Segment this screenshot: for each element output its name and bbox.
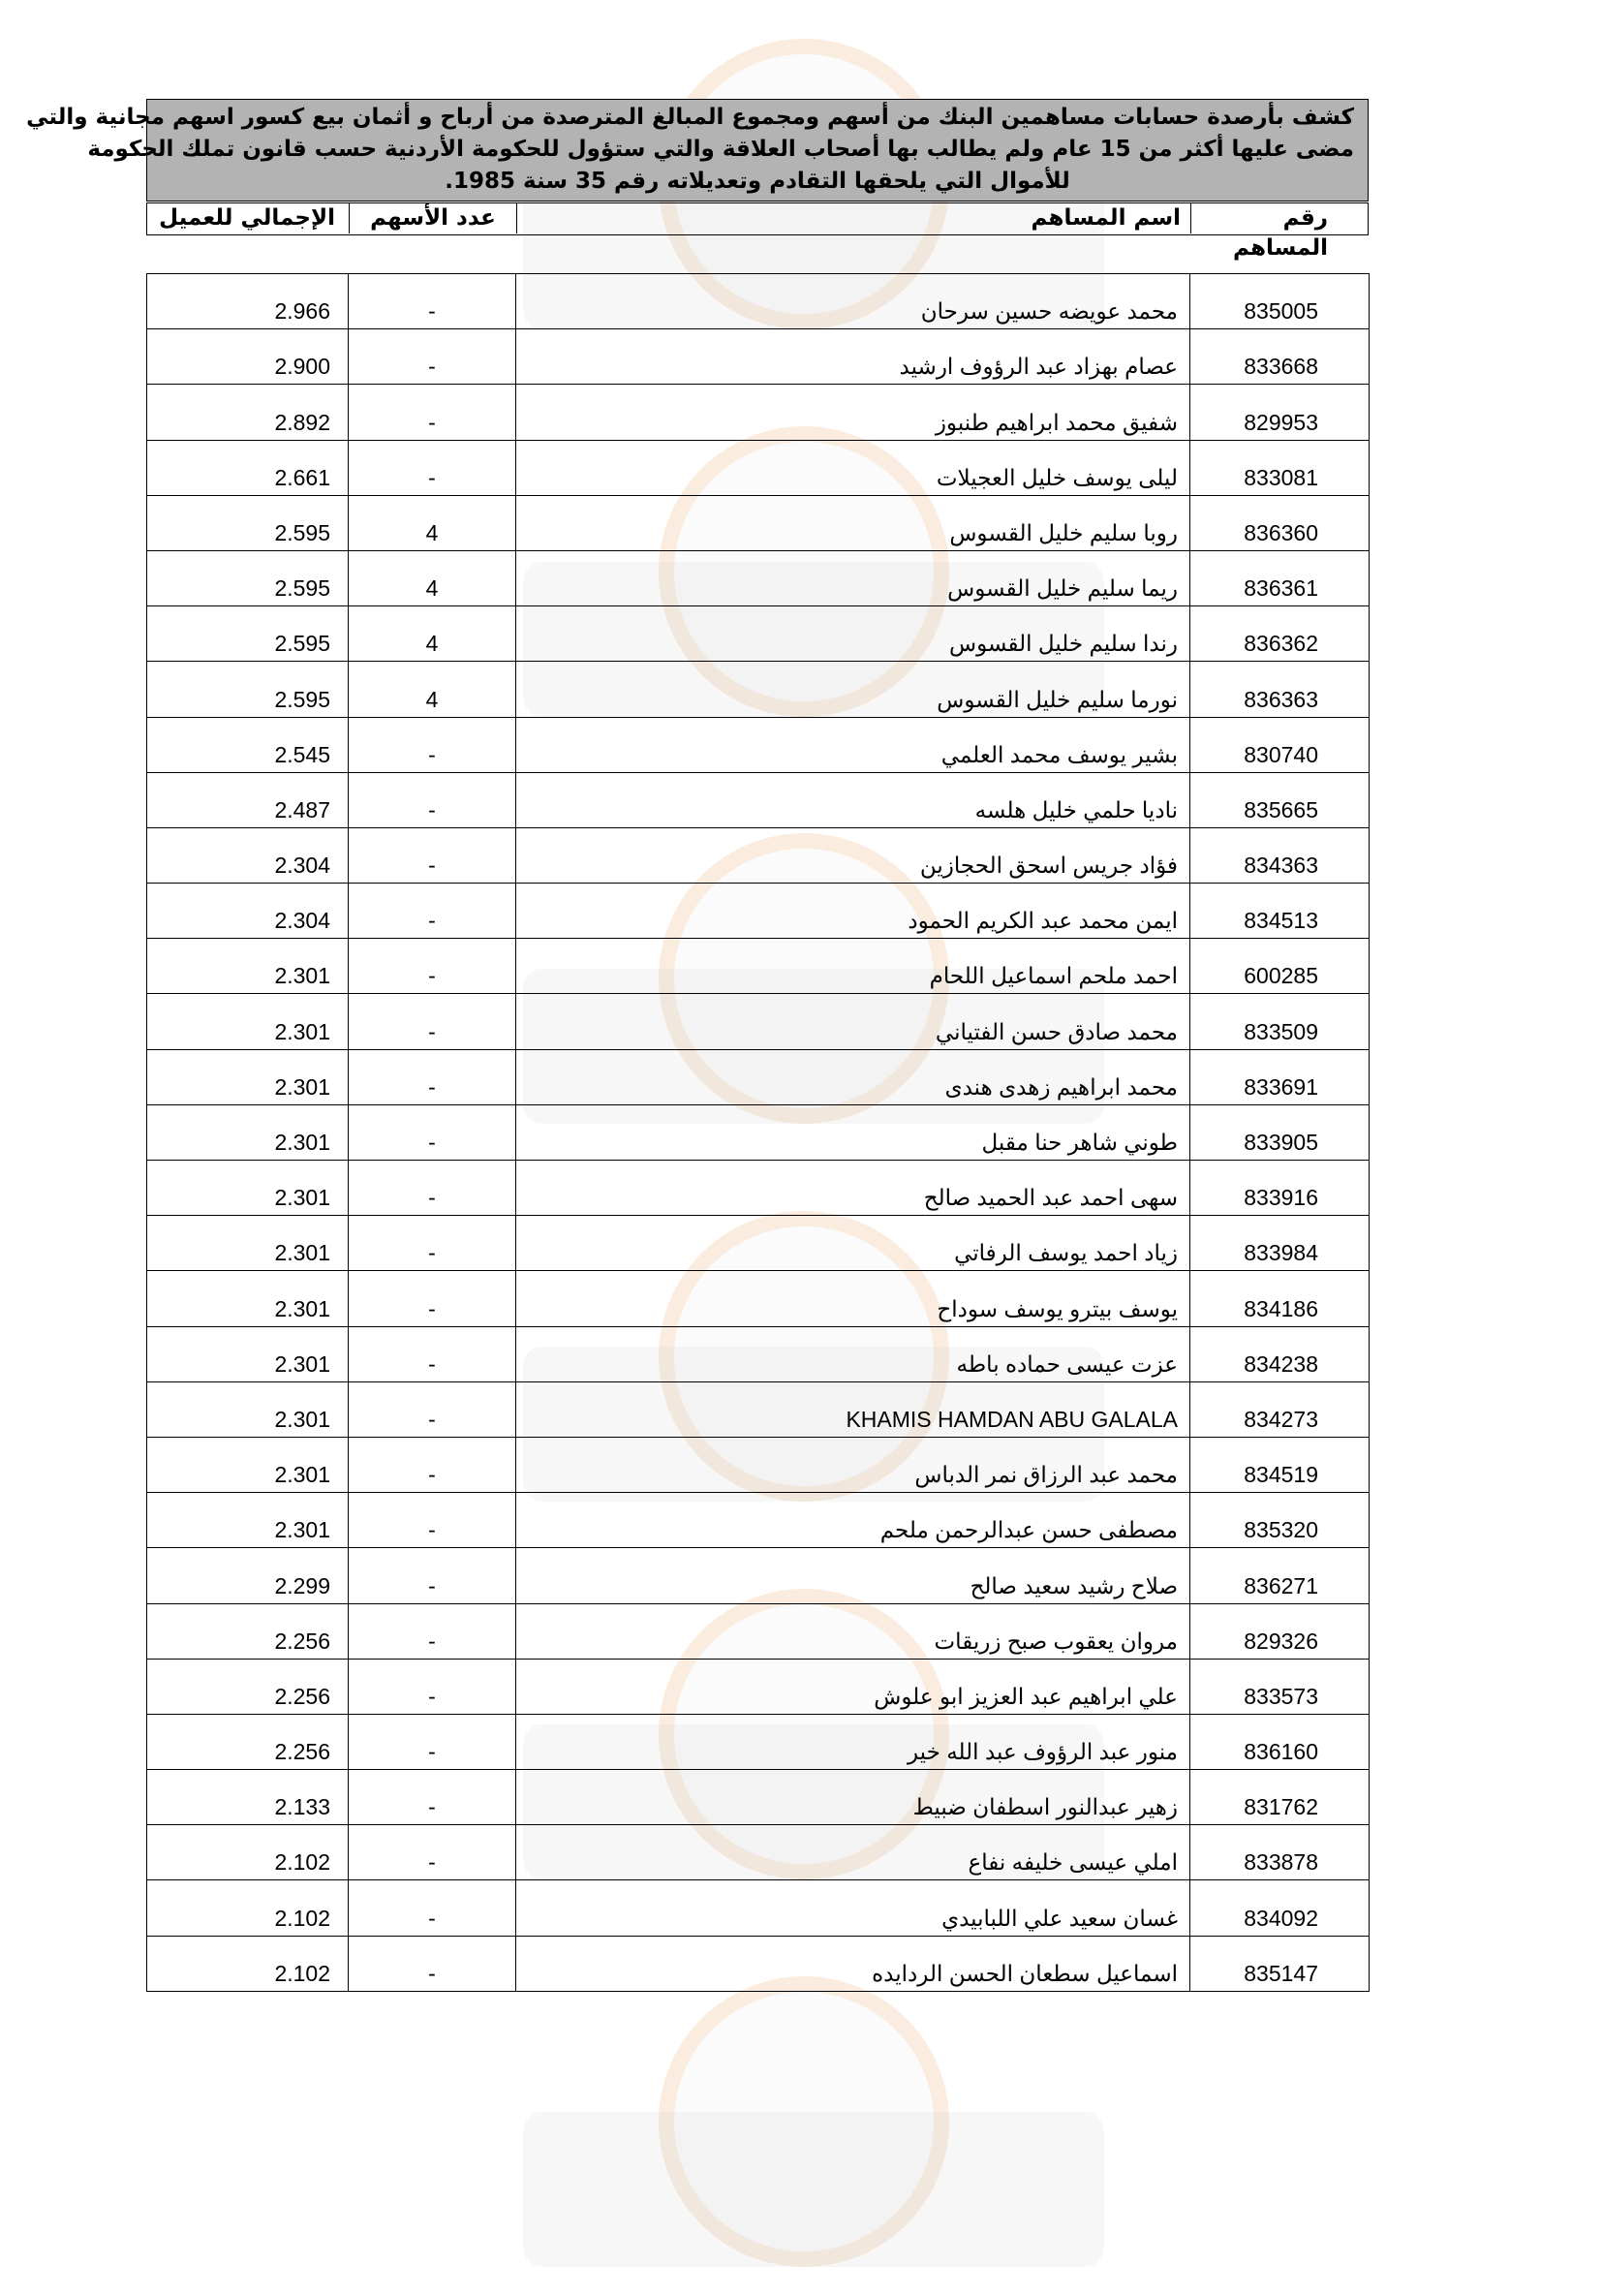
table-row	[147, 1104, 1370, 1160]
table-row	[147, 1714, 1370, 1769]
shareholder-id-cell: 833668	[1190, 329, 1370, 385]
shareholder-name-cell: منور عبد الرؤوف عبد الله خير	[516, 1714, 1190, 1769]
client-total-cell: 2.256	[147, 1714, 349, 1769]
share-count-cell: -	[349, 717, 516, 772]
share-count-cell: -	[349, 1825, 516, 1880]
client-total-cell: 2.299	[147, 1548, 349, 1603]
share-count-cell: 4	[349, 662, 516, 717]
table-row	[147, 1770, 1370, 1825]
shareholder-name-cell: عصام بهزاد عبد الرؤوف ارشيد	[516, 329, 1190, 385]
shareholder-id-cell: 834186	[1190, 1271, 1370, 1326]
shareholder-name-cell: زهير عبدالنور اسطفان ضبيط	[516, 1770, 1190, 1825]
table-row	[147, 440, 1370, 495]
client-total-cell: 2.966	[147, 274, 349, 329]
shareholder-name-cell: علي ابراهيم عبد العزيز ابو علوش	[516, 1659, 1190, 1714]
shareholder-name-cell: محمد صادق حسن الفتياني	[516, 994, 1190, 1049]
shareholder-name-cell: رندا سليم خليل القسوس	[516, 606, 1190, 662]
client-total-cell: 2.133	[147, 1770, 349, 1825]
share-count-cell: -	[349, 1161, 516, 1216]
share-count-cell: -	[349, 1049, 516, 1104]
client-total-cell: 2.545	[147, 717, 349, 772]
share-count-cell: 4	[349, 550, 516, 605]
table-row	[147, 1161, 1370, 1216]
table-row	[147, 994, 1370, 1049]
share-count-cell: -	[349, 1714, 516, 1769]
shareholder-id-cell: 836271	[1190, 1548, 1370, 1603]
title-line-3: للأموال التي يلحقها التقادم وتعديلاته رقم 35 سنة 1985.	[445, 169, 1070, 194]
table-row	[147, 1493, 1370, 1548]
shareholder-name-cell: بشير يوسف محمد العلمي	[516, 717, 1190, 772]
shareholder-id-cell: 836363	[1190, 662, 1370, 717]
client-total-cell: 2.102	[147, 1936, 349, 1991]
shareholder-name-cell: غسان سعيد علي اللبابيدي	[516, 1880, 1190, 1936]
client-total-cell: 2.102	[147, 1825, 349, 1880]
shareholder-id-cell: 833984	[1190, 1216, 1370, 1271]
shareholder-id-cell: 836361	[1190, 550, 1370, 605]
table-row	[147, 827, 1370, 883]
client-total-cell: 2.595	[147, 662, 349, 717]
share-count-cell: -	[349, 1216, 516, 1271]
share-count-cell: -	[349, 1493, 516, 1548]
client-total-cell: 2.304	[147, 884, 349, 939]
client-total-cell: 2.595	[147, 606, 349, 662]
client-total-cell: 2.301	[147, 1216, 349, 1271]
client-total-cell: 2.301	[147, 1493, 349, 1548]
client-total-cell: 2.301	[147, 994, 349, 1049]
shareholder-name-cell: فؤاد جريس اسحق الحجازين	[516, 827, 1190, 883]
shareholder-name-cell: ليلى يوسف خليل العجيلات	[516, 440, 1190, 495]
shareholder-id-cell: 833509	[1190, 994, 1370, 1049]
client-total-cell: 2.301	[147, 1381, 349, 1437]
table-row	[147, 329, 1370, 385]
shareholder-id-cell: 833916	[1190, 1161, 1370, 1216]
table-row	[147, 662, 1370, 717]
table-row	[147, 550, 1370, 605]
client-total-cell: 2.301	[147, 1104, 349, 1160]
header-shareholder-name: اسم المساهم	[516, 203, 1190, 233]
client-total-cell: 2.301	[147, 1161, 349, 1216]
share-count-cell: -	[349, 772, 516, 827]
table-row	[147, 1381, 1370, 1437]
shareholder-id-cell: 835320	[1190, 1493, 1370, 1548]
shareholder-id-cell: 836160	[1190, 1714, 1370, 1769]
client-total-cell: 2.301	[147, 1049, 349, 1104]
share-count-cell: 4	[349, 495, 516, 550]
shareholder-name-cell: ريما سليم خليل القسوس	[516, 550, 1190, 605]
share-count-cell: -	[349, 1381, 516, 1437]
shareholder-id-cell: 836362	[1190, 606, 1370, 662]
shareholder-name-cell: نورما سليم خليل القسوس	[516, 662, 1190, 717]
shareholder-name-cell: عزت عيسى حماده باطه	[516, 1326, 1190, 1381]
table-row	[147, 884, 1370, 939]
client-total-cell: 2.595	[147, 495, 349, 550]
shareholder-name-cell: صلاح رشيد سعيد صالح	[516, 1548, 1190, 1603]
table-row	[147, 1603, 1370, 1659]
share-count-cell: -	[349, 1437, 516, 1492]
client-total-cell: 2.661	[147, 440, 349, 495]
shareholder-name-cell: سهى احمد عبد الحميد صالح	[516, 1161, 1190, 1216]
table-row	[147, 1437, 1370, 1492]
table-row	[147, 1049, 1370, 1104]
shareholder-id-cell: 830740	[1190, 717, 1370, 772]
shareholder-id-cell: 833878	[1190, 1825, 1370, 1880]
table-body	[147, 274, 1370, 1992]
share-count-cell: -	[349, 1271, 516, 1326]
share-count-cell: -	[349, 994, 516, 1049]
shareholder-id-cell: 831762	[1190, 1770, 1370, 1825]
shareholder-id-cell: 600285	[1190, 939, 1370, 994]
shareholder-id-cell: 834273	[1190, 1381, 1370, 1437]
shareholder-id-cell: 833905	[1190, 1104, 1370, 1160]
share-count-cell: -	[349, 440, 516, 495]
table-row	[147, 1271, 1370, 1326]
table-row	[147, 1825, 1370, 1880]
client-total-cell: 2.487	[147, 772, 349, 827]
client-total-cell: 2.301	[147, 939, 349, 994]
share-count-cell: -	[349, 329, 516, 385]
header-shareholder-id: رقم المساهم	[1190, 203, 1367, 233]
header-client-total: الإجمالي للعميل	[159, 205, 335, 231]
client-total-cell: 2.304	[147, 827, 349, 883]
shareholder-id-cell: 834363	[1190, 827, 1370, 883]
shareholder-name-cell: املي عيسى خليفه نفاع	[516, 1825, 1190, 1880]
shareholder-name-cell: مصطفى حسن عبدالرحمن ملحم	[516, 1493, 1190, 1548]
shareholder-name-cell: يوسف بيترو يوسف سوداح	[516, 1271, 1190, 1326]
table-row	[147, 1216, 1370, 1271]
share-count-cell: -	[349, 884, 516, 939]
share-count-cell: -	[349, 1326, 516, 1381]
shareholder-name-cell: محمد ابراهيم زهدى هندى	[516, 1049, 1190, 1104]
client-total-cell: 2.900	[147, 329, 349, 385]
table-row	[147, 1936, 1370, 1991]
shareholder-id-cell: 835147	[1190, 1936, 1370, 1991]
table-row	[147, 939, 1370, 994]
shareholder-name-cell: شفيق محمد ابراهيم طنبوز	[516, 385, 1190, 440]
client-total-cell: 2.301	[147, 1271, 349, 1326]
share-count-cell: -	[349, 385, 516, 440]
shareholder-name-cell: محمد عبد الرزاق نمر الدباس	[516, 1437, 1190, 1492]
table-row	[147, 274, 1370, 329]
share-count-cell: -	[349, 1104, 516, 1160]
shareholder-id-cell: 829953	[1190, 385, 1370, 440]
client-total-cell: 2.301	[147, 1437, 349, 1492]
shareholder-name-cell: ايمن محمد عبد الكريم الحمود	[516, 884, 1190, 939]
share-count-cell: -	[349, 827, 516, 883]
shareholder-id-cell: 835005	[1190, 274, 1370, 329]
shareholder-name-cell: طوني شاهر حنا مقبل	[516, 1104, 1190, 1160]
table-row	[147, 606, 1370, 662]
shareholder-name-cell: KHAMIS HAMDAN ABU GALALA	[516, 1381, 1190, 1437]
table-row	[147, 495, 1370, 550]
shareholder-id-cell: 834238	[1190, 1326, 1370, 1381]
share-count-cell: -	[349, 1659, 516, 1714]
shareholder-id-cell: 829326	[1190, 1603, 1370, 1659]
shareholder-name-cell: ناديا حلمي خليل هلسه	[516, 772, 1190, 827]
header-share-count: عدد الأسهم	[349, 203, 516, 233]
title-line-1: كشف بأرصدة حسابات مساهمين البنك من أسهم ومجموع المبالغ المترصدة من أرباح و أثمان بيع كسور اسهم مجانية والتي	[26, 105, 1354, 130]
table-row	[147, 1326, 1370, 1381]
watermark-logo	[484, 1976, 1124, 2296]
shareholder-id-cell: 834513	[1190, 884, 1370, 939]
client-total-cell: 2.256	[147, 1603, 349, 1659]
share-count-cell: -	[349, 1936, 516, 1991]
table-row	[147, 772, 1370, 827]
client-total-cell: 2.595	[147, 550, 349, 605]
table-header	[146, 202, 1369, 261]
shareholder-id-cell: 834092	[1190, 1880, 1370, 1936]
client-total-cell: 2.256	[147, 1659, 349, 1714]
shareholder-name-cell: اسماعيل سطعان الحسن الردايده	[516, 1936, 1190, 1991]
share-count-cell: -	[349, 1880, 516, 1936]
shareholder-name-cell: احمد ملحم اسماعيل اللحام	[516, 939, 1190, 994]
shareholder-id-cell: 836360	[1190, 495, 1370, 550]
table-row	[147, 1548, 1370, 1603]
shareholders-table	[146, 273, 1370, 1992]
shareholder-name-cell: روبا سليم خليل القسوس	[516, 495, 1190, 550]
shareholder-name-cell: زياد احمد يوسف الرفاتي	[516, 1216, 1190, 1271]
shareholder-id-cell: 835665	[1190, 772, 1370, 827]
table-row	[147, 1880, 1370, 1936]
shareholder-name-cell: محمد عويضه حسين سرحان	[516, 274, 1190, 329]
share-count-cell: -	[349, 1603, 516, 1659]
table-row	[147, 1659, 1370, 1714]
client-total-cell: 2.301	[147, 1326, 349, 1381]
share-count-cell: -	[349, 1548, 516, 1603]
share-count-cell: -	[349, 939, 516, 994]
table-row	[147, 717, 1370, 772]
shareholder-id-cell: 833081	[1190, 440, 1370, 495]
share-count-cell: -	[349, 274, 516, 329]
title-line-2: مضى عليها أكثر من 15 عام ولم يطالب بها أصحاب العلاقة والتي ستؤول للحكومة الأردنية حسب قانون تملك الحكومة	[87, 137, 1354, 162]
table-row	[147, 385, 1370, 440]
shareholder-id-cell: 833573	[1190, 1659, 1370, 1714]
share-count-cell: 4	[349, 606, 516, 662]
shareholder-id-cell: 833691	[1190, 1049, 1370, 1104]
shareholder-id-cell: 834519	[1190, 1437, 1370, 1492]
client-total-cell: 2.892	[147, 385, 349, 440]
document-title	[26, 99, 1369, 202]
shareholder-name-cell: مروان يعقوب صبح زريقات	[516, 1603, 1190, 1659]
share-count-cell: -	[349, 1770, 516, 1825]
client-total-cell: 2.102	[147, 1880, 349, 1936]
